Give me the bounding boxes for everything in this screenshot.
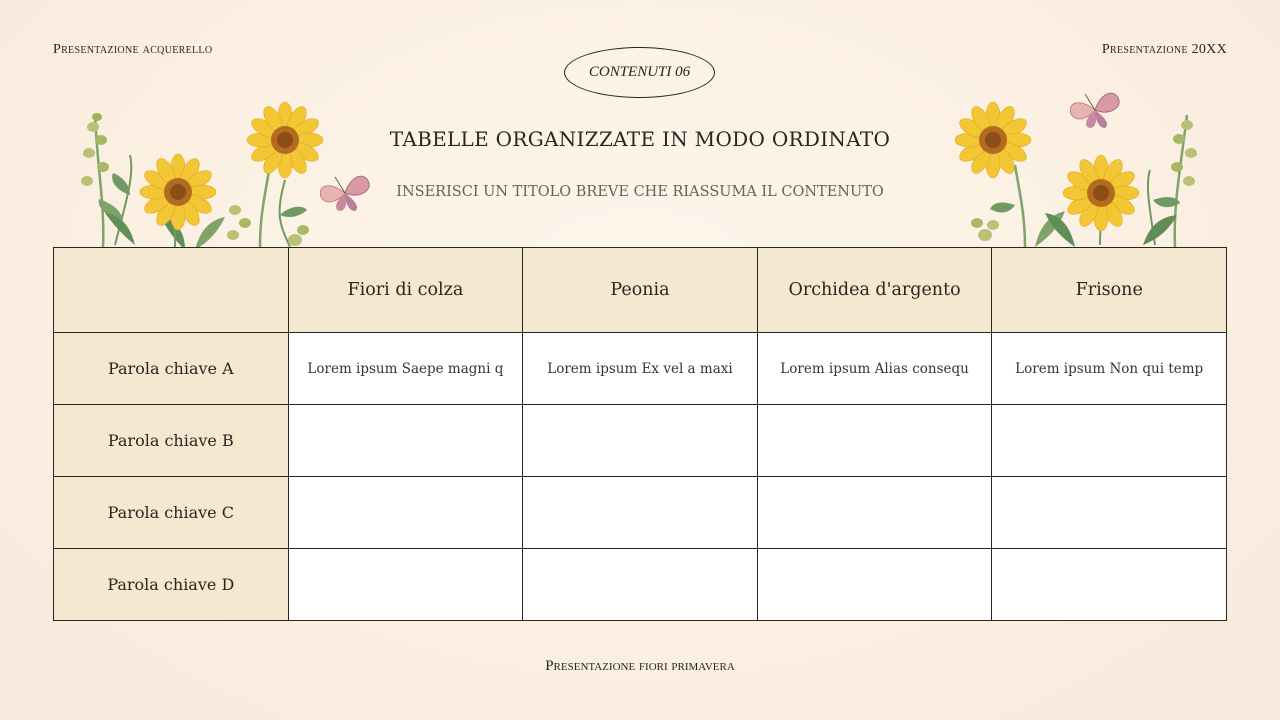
table-cell — [992, 405, 1227, 477]
row-header: Parola chiave C — [54, 477, 289, 549]
presentation-footer: Presentazione fiori primavera — [545, 658, 735, 674]
table-cell — [288, 405, 523, 477]
table-header-row — [54, 248, 1227, 333]
butterfly-icon — [1070, 93, 1119, 128]
column-header: Frisone — [992, 248, 1227, 333]
slide-subtitle: INSERISCI UN TITOLO BREVE CHE RIASSUMA IL CONTENUTO — [396, 184, 884, 200]
table-row — [54, 477, 1227, 549]
row-header: Parola chiave D — [54, 549, 289, 621]
row-header: Parola chiave A — [54, 333, 289, 405]
table-cell — [288, 549, 523, 621]
table-cell: Lorem ipsum Non qui temp — [992, 333, 1227, 405]
table-cell: Lorem ipsum Saepe magni q — [288, 333, 523, 405]
table-cell — [757, 405, 992, 477]
table-row — [54, 549, 1227, 621]
table-cell — [992, 477, 1227, 549]
comparison-table — [53, 247, 1227, 621]
floral-decoration-right — [955, 85, 1205, 250]
column-header: Orchidea d'argento — [757, 248, 992, 333]
section-badge: CONTENUTI 06 — [564, 47, 715, 98]
presentation-label-right: Presentazione 20XX — [1101, 42, 1227, 57]
floral-decoration-left — [75, 95, 385, 250]
table-cell: Lorem ipsum Alias consequ — [757, 333, 992, 405]
presentation-label-left: Presentazione acquerello — [53, 42, 213, 57]
table-cell: Lorem ipsum Ex vel a maxi — [523, 333, 758, 405]
table-cell — [992, 549, 1227, 621]
table-cell — [288, 477, 523, 549]
table-cell — [757, 549, 992, 621]
table-cell — [523, 405, 758, 477]
slide-title: TABELLE ORGANIZZATE IN MODO ORDINATO — [389, 127, 891, 151]
table-cell — [523, 477, 758, 549]
table-row — [54, 405, 1227, 477]
column-header: Fiori di colza — [288, 248, 523, 333]
table-cell — [757, 477, 992, 549]
row-header: Parola chiave B — [54, 405, 289, 477]
table-corner-cell — [54, 248, 289, 333]
table-cell — [523, 549, 758, 621]
column-header: Peonia — [523, 248, 758, 333]
table-row — [54, 333, 1227, 405]
